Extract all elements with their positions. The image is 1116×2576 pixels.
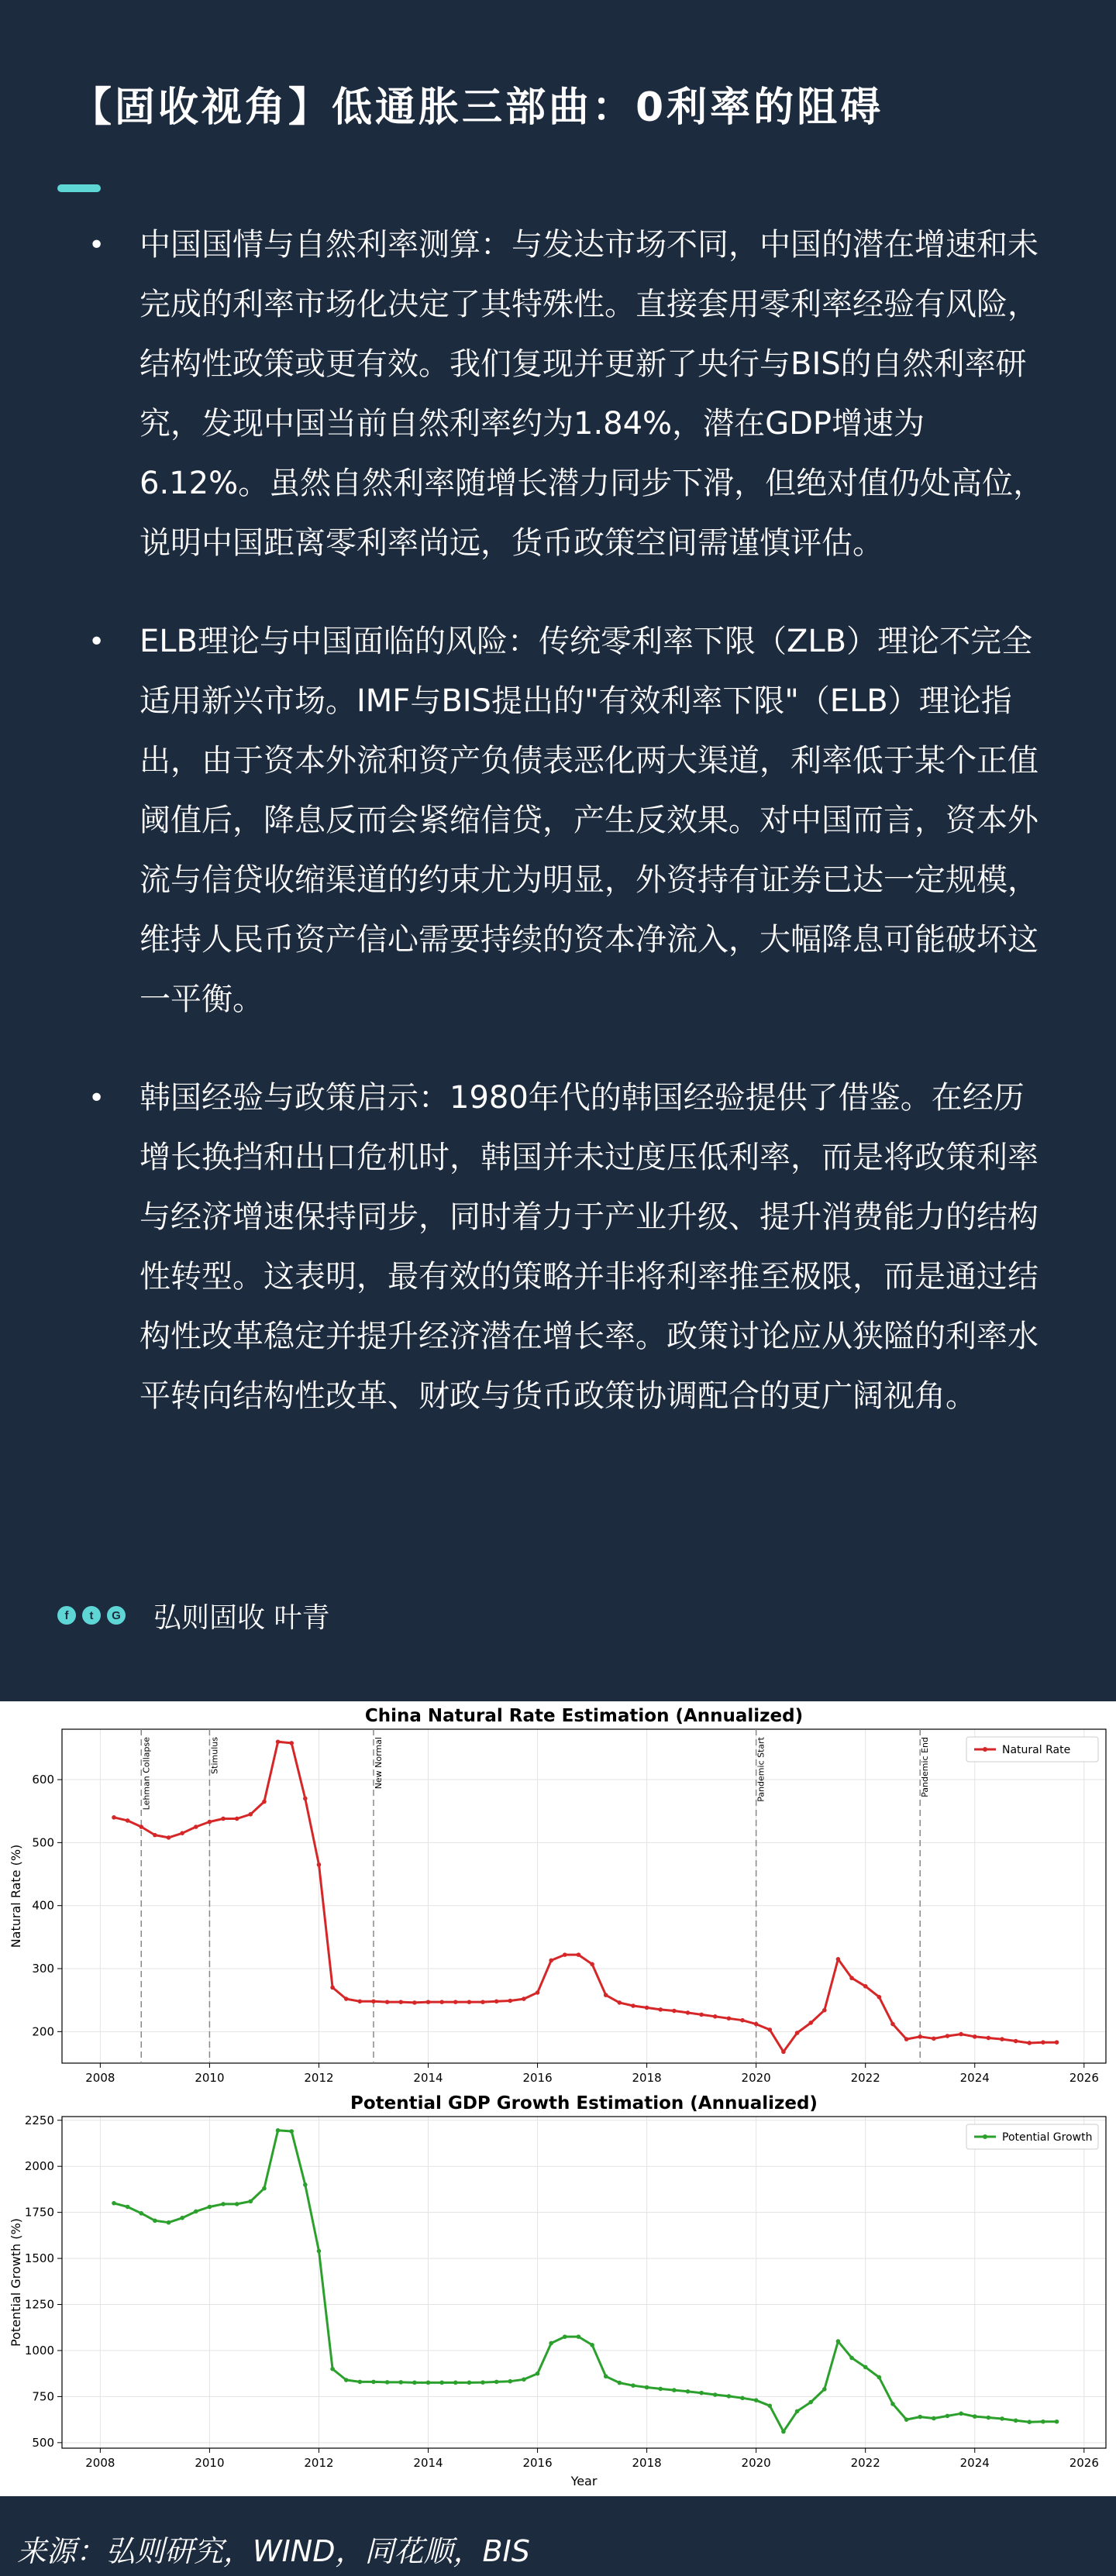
event-label: Pandemic End	[920, 1737, 931, 1797]
data-point	[672, 2009, 677, 2014]
data-point	[1041, 2420, 1045, 2424]
chart-2	[9, 2093, 1106, 2488]
x-tick-label: 2024	[959, 2456, 990, 2470]
data-point	[767, 2027, 772, 2032]
data-point	[317, 1862, 322, 1867]
data-point	[494, 2380, 499, 2385]
data-point	[289, 1741, 294, 1745]
legend-label: Potential Growth	[1002, 2131, 1093, 2144]
data-point	[426, 2000, 431, 2004]
title-accent-bar	[57, 184, 101, 192]
data-point	[795, 2031, 800, 2035]
data-point	[946, 2414, 950, 2419]
data-point	[863, 2365, 868, 2370]
data-point	[276, 2128, 281, 2133]
data-point	[849, 2356, 854, 2361]
data-point	[836, 2339, 841, 2344]
chart-title: Potential GDP Growth Estimation (Annualized)	[350, 2093, 818, 2113]
data-point	[153, 1833, 157, 1838]
data-point	[167, 2220, 171, 2225]
y-tick-label: 2000	[24, 2159, 54, 2174]
data-point	[713, 2392, 718, 2397]
data-point	[235, 2202, 239, 2206]
data-point	[822, 2387, 827, 2392]
data-point	[727, 2016, 732, 2021]
data-point	[235, 1817, 239, 1821]
x-tick-label: 2014	[413, 2456, 443, 2470]
y-tick-label: 600	[32, 1773, 54, 1787]
data-point	[208, 2205, 212, 2210]
data-point	[398, 2000, 403, 2004]
data-point	[126, 2205, 130, 2210]
data-point	[194, 1825, 198, 1829]
legend-marker	[983, 2134, 987, 2139]
data-point	[1014, 2419, 1018, 2423]
x-tick-label: 2012	[304, 2071, 334, 2085]
data-point	[467, 2000, 472, 2004]
y-tick-label: 200	[32, 2024, 54, 2039]
data-point	[987, 2036, 991, 2041]
data-point	[1000, 2416, 1004, 2421]
event-label: Stimulus	[209, 1737, 220, 1774]
data-point	[672, 2388, 677, 2392]
data-point	[822, 2008, 827, 2013]
bullet-list	[85, 215, 1054, 1465]
y-tick-label: 400	[32, 1898, 54, 1913]
event-label: Pandemic Start	[756, 1737, 766, 1802]
data-point	[877, 2375, 882, 2380]
data-point	[563, 1952, 567, 1957]
x-tick-label: 2016	[522, 2071, 553, 2085]
data-point	[439, 2381, 444, 2385]
data-point	[959, 2032, 963, 2037]
author-row	[57, 1596, 329, 1635]
chart-panel	[0, 1701, 1116, 2496]
data-point	[918, 2415, 922, 2420]
x-tick-label: 2018	[632, 2456, 662, 2470]
data-point	[126, 1818, 130, 1823]
data-point	[987, 2416, 991, 2420]
data-point	[221, 2202, 226, 2206]
bullet-text: ELB理论与中国面临的风险：传统零利率下限（ZLB）理论不完全适用新兴市场。IMF与BIS提出的"有效利率下限"（ELB）理论指出，由于资本外流和资产负债表恶化两大渠道，利率低于某个正值阈值后，降息反而会紧缩信贷，产生反效果。对中国而言，资本外流与信贷收缩渠道的约束尤为明显，外资持有证券已达一定规模，维持人民币资产信心需要持续的资本净流入，大幅降息可能破坏这一平衡。	[140, 624, 1038, 1017]
data-point	[208, 1820, 212, 1825]
source-note: 来源：弘则研究，WIND，同花顺，BIS	[17, 2534, 530, 2568]
data-point	[180, 1831, 184, 1835]
data-point	[563, 2334, 567, 2339]
data-point	[767, 2404, 772, 2409]
data-point	[1055, 2420, 1059, 2424]
data-point	[973, 2034, 977, 2039]
y-tick-label: 1250	[24, 2297, 54, 2312]
data-point	[808, 2400, 813, 2405]
data-point	[112, 2201, 116, 2206]
data-point	[549, 2341, 553, 2346]
data-point	[371, 2380, 376, 2385]
data-point	[1000, 2037, 1004, 2041]
data-point	[262, 2186, 267, 2191]
data-point	[863, 1984, 868, 1989]
event-label: New Normal	[373, 1737, 384, 1790]
data-point	[412, 2000, 417, 2005]
data-point	[221, 1817, 226, 1821]
bullet-dot-icon: •	[88, 1082, 105, 1114]
data-point	[618, 2381, 622, 2385]
data-point	[112, 1815, 116, 1820]
page-title: 【固收视角】低通胀三部曲：0利率的阻碍	[71, 84, 884, 131]
data-point	[645, 2006, 649, 2010]
y-axis-label: Natural Rate (%)	[9, 1844, 23, 1948]
data-point	[1041, 2040, 1045, 2045]
data-point	[508, 2379, 512, 2384]
data-point	[604, 1993, 608, 1997]
data-point	[590, 2343, 594, 2347]
google-icon[interactable]: G	[107, 1606, 126, 1625]
charts-svg	[0, 1701, 1116, 2496]
data-point	[699, 2391, 704, 2395]
bullet-item	[85, 1068, 1054, 1426]
data-point	[631, 2383, 636, 2388]
data-point	[522, 2378, 526, 2382]
data-point	[358, 2000, 363, 2004]
author-name: 弘则固收 叶青	[153, 1601, 330, 1634]
chart-title: China Natural Rate Estimation (Annualized)	[364, 1706, 804, 1726]
event-label: Lehman Collapse	[141, 1737, 152, 1811]
data-point	[781, 2050, 786, 2055]
x-tick-label: 2018	[632, 2071, 662, 2085]
data-point	[139, 2211, 143, 2216]
data-point	[727, 2394, 732, 2399]
data-point	[904, 2417, 909, 2422]
y-tick-label: 1750	[24, 2205, 54, 2220]
x-tick-label: 2020	[741, 2071, 771, 2085]
data-point	[577, 1952, 581, 1957]
data-point	[153, 2219, 157, 2223]
data-point	[932, 2416, 936, 2421]
data-point	[344, 2378, 349, 2382]
data-point	[262, 1800, 267, 1804]
x-axis-label: Year	[570, 2474, 598, 2488]
data-point	[330, 1986, 335, 1990]
x-tick-label: 2012	[304, 2456, 334, 2470]
x-tick-label: 2020	[741, 2456, 771, 2470]
data-point	[467, 2381, 472, 2385]
data-point	[904, 2037, 909, 2041]
data-point	[385, 2380, 390, 2385]
data-point	[849, 1976, 854, 1980]
data-point	[371, 2000, 376, 2004]
data-point	[1014, 2039, 1018, 2044]
data-point	[658, 2007, 663, 2012]
data-point	[167, 1835, 171, 1840]
data-point	[398, 2380, 403, 2385]
series-line	[114, 1742, 1057, 2052]
data-point	[426, 2381, 431, 2385]
data-point	[604, 2374, 608, 2378]
data-point	[412, 2381, 417, 2385]
data-point	[358, 2380, 363, 2385]
data-point	[549, 1959, 553, 1963]
data-point	[303, 1797, 308, 1801]
data-point	[658, 2387, 663, 2392]
data-point	[946, 2034, 950, 2038]
y-tick-label: 1000	[24, 2343, 54, 2358]
x-tick-label: 2024	[959, 2071, 990, 2085]
data-point	[1027, 2420, 1032, 2424]
data-point	[303, 2182, 308, 2187]
data-point	[590, 1962, 594, 1967]
social-icons	[57, 1606, 126, 1625]
data-point	[740, 2396, 745, 2401]
data-point	[781, 2430, 786, 2434]
data-point	[973, 2414, 977, 2419]
data-point	[1055, 2040, 1059, 2045]
series-line	[114, 2131, 1057, 2432]
data-point	[932, 2036, 936, 2041]
y-tick-label: 2250	[24, 2113, 54, 2127]
bullet-dot-icon: •	[88, 229, 105, 261]
x-tick-label: 2010	[195, 2456, 225, 2470]
x-tick-label: 2026	[1069, 2071, 1099, 2085]
twitter-icon[interactable]: t	[82, 1606, 101, 1625]
y-tick-label: 750	[32, 2389, 54, 2404]
data-point	[344, 1996, 349, 2001]
y-axis-label: Potential Growth (%)	[9, 2218, 23, 2347]
data-point	[536, 2371, 540, 2376]
data-point	[249, 2199, 253, 2204]
data-point	[918, 2034, 922, 2039]
data-point	[194, 2210, 198, 2214]
data-point	[508, 1999, 512, 2003]
data-point	[385, 2000, 390, 2004]
legend-label: Natural Rate	[1002, 1744, 1071, 1756]
data-point	[890, 2402, 895, 2406]
data-point	[740, 2018, 745, 2023]
x-tick-label: 2022	[850, 2456, 880, 2470]
data-point	[289, 2129, 294, 2134]
data-point	[754, 2022, 759, 2027]
legend-marker	[983, 1747, 987, 1752]
data-point	[618, 2000, 622, 2005]
x-tick-label: 2008	[85, 2071, 115, 2085]
data-point	[808, 2021, 813, 2025]
data-point	[439, 2000, 444, 2004]
y-tick-label: 1500	[24, 2251, 54, 2266]
y-tick-label: 500	[32, 2435, 54, 2450]
x-tick-label: 2010	[195, 2071, 225, 2085]
data-point	[836, 1957, 841, 1962]
data-point	[877, 1995, 882, 2000]
data-point	[795, 2409, 800, 2414]
data-point	[686, 2389, 691, 2394]
data-point	[577, 2334, 581, 2339]
bullet-item	[85, 215, 1054, 573]
y-tick-label: 500	[32, 1835, 54, 1850]
bullet-text: 韩国经验与政策启示：1980年代的韩国经验提供了借鉴。在经历增长换挡和出口危机时，韩国并未过度压低利率，而是将政策利率与经济增速保持同步，同时着力于产业升级、提升消费能力的结构性转型。这表明，最有效的策略并非将利率推至极限，而是通过结构性改革稳定并提升经济潜在增长率。政策讨论应从狭隘的利率水平转向结构性改革、财政与货币政策协调配合的更广阔视角。	[140, 1080, 1038, 1414]
data-point	[686, 2010, 691, 2015]
bullet-item	[85, 612, 1054, 1030]
data-point	[494, 2000, 499, 2004]
data-point	[330, 2367, 335, 2371]
data-point	[1027, 2041, 1032, 2045]
data-point	[536, 1990, 540, 1995]
data-point	[453, 2381, 458, 2385]
bullet-dot-icon: •	[88, 626, 105, 658]
x-tick-label: 2014	[413, 2071, 443, 2085]
data-point	[139, 1825, 143, 1829]
data-point	[631, 2003, 636, 2008]
x-tick-label: 2008	[85, 2456, 115, 2470]
y-tick-label: 300	[32, 1962, 54, 1976]
data-point	[453, 2000, 458, 2004]
data-point	[249, 1812, 253, 1817]
data-point	[480, 2000, 485, 2004]
x-tick-label: 2022	[850, 2071, 880, 2085]
data-point	[317, 2249, 322, 2254]
data-point	[480, 2380, 485, 2385]
data-point	[276, 1739, 281, 1744]
x-tick-label: 2026	[1069, 2456, 1099, 2470]
data-point	[754, 2398, 759, 2402]
data-point	[713, 2014, 718, 2019]
data-point	[522, 1996, 526, 2001]
data-point	[645, 2385, 649, 2390]
data-point	[959, 2411, 963, 2416]
bullet-text: 中国国情与自然利率测算：与发达市场不同，中国的潜在增速和未完成的利率市场化决定了其特殊性。直接套用零利率经验有风险，结构性政策或更有效。我们复现并更新了央行与BIS的自然利率研究，发现中国当前自然利率约为1.84%，潜在GDP增速为6.12%。虽然自然利率随增长潜力同步下滑，但绝对值仍处高位，说明中国距离零利率尚远，货币政策空间需谨慎评估。	[140, 227, 1045, 561]
x-tick-label: 2016	[522, 2456, 553, 2470]
data-point	[699, 2013, 704, 2017]
chart-1	[9, 1706, 1106, 2085]
data-point	[890, 2022, 895, 2027]
data-point	[180, 2216, 184, 2220]
facebook-icon[interactable]: f	[57, 1606, 76, 1625]
